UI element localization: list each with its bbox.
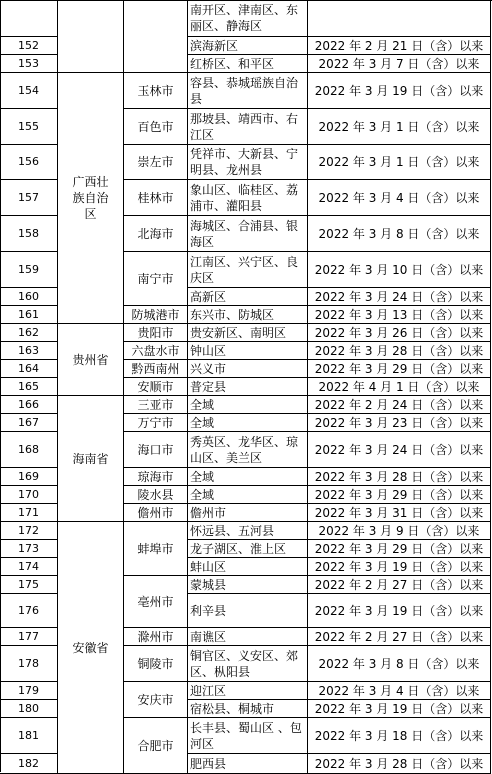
row-number-cell: [0, 558, 58, 576]
start-date-cell: [308, 145, 491, 180]
start-date-cell: [308, 718, 491, 754]
row-number-cell-text: 155: [18, 119, 39, 133]
start-date-cell: [308, 558, 491, 576]
city-cell-text: 琼海市: [137, 469, 174, 484]
district-cell-text: 容县、恭城瑶族自治县: [190, 75, 299, 106]
start-date-cell-text: 2022 年 3 月 1 日（含）以来: [318, 119, 480, 134]
district-cell: [188, 0, 308, 37]
city-cell-text: 亳州市: [137, 594, 174, 609]
district-cell-text: 钟山区: [190, 343, 227, 358]
row-number-cell: [0, 754, 58, 774]
start-date-cell-text: 2022 年 3 月 28 日（含）以来: [314, 756, 484, 771]
start-date-cell: [308, 37, 491, 55]
city-cell: [124, 378, 188, 396]
district-cell: [188, 396, 308, 414]
row-number-cell-text: 171: [18, 505, 39, 519]
city-cell-text: 三亚市: [137, 397, 174, 412]
start-date-cell-text: 2022 年 3 月 10 日（含）以来: [314, 262, 484, 277]
district-cell: [188, 522, 308, 540]
district-cell-text: 蚌山区: [190, 559, 227, 574]
row-number-cell-text: 167: [18, 415, 39, 429]
district-cell: [188, 73, 308, 109]
row-number-cell: [0, 576, 58, 594]
province-cell-text: 海南省: [72, 451, 109, 466]
start-date-cell: [308, 540, 491, 558]
city-cell: [124, 504, 188, 522]
start-date-cell-text: 2022 年 3 月 29 日（含）以来: [314, 541, 484, 556]
city-cell: [124, 180, 188, 216]
province-cell: [58, 324, 124, 396]
city-cell-text: 黔西南州: [131, 361, 180, 376]
start-date-cell: [308, 0, 491, 37]
city-cell: [124, 576, 188, 628]
row-number-cell-text: 174: [18, 559, 39, 573]
row-number-cell-text: 165: [18, 379, 39, 393]
city-cell-text: 贵阳市: [137, 325, 174, 340]
row-number-cell: [0, 504, 58, 522]
start-date-cell-text: 2022 年 3 月 7 日（含）以来: [318, 56, 480, 71]
row-number-cell-text: 152: [18, 38, 39, 52]
city-cell-text: 崇左市: [137, 155, 174, 169]
row-number-cell: [0, 306, 58, 324]
start-date-cell-text: 2022 年 3 月 13 日（含）以来: [314, 307, 484, 322]
district-cell-text: 迎江区: [190, 683, 227, 698]
row-number-cell-text: 182: [18, 756, 39, 770]
district-cell: [188, 306, 308, 324]
district-cell: [188, 700, 308, 718]
district-cell-text: 南谯区: [190, 629, 227, 644]
district-cell: [188, 576, 308, 594]
row-number-cell: [0, 718, 58, 754]
province-cell: [58, 396, 124, 522]
city-cell-text: 防城港市: [131, 307, 180, 322]
row-number-cell: [0, 540, 58, 558]
city-cell: [124, 324, 188, 342]
district-cell-text: 兴义市: [190, 361, 227, 376]
row-number-cell: [0, 646, 58, 682]
start-date-cell-text: 2022 年 3 月 19 日（含）以来: [314, 701, 484, 716]
city-cell-text: 玉林市: [137, 83, 174, 98]
start-date-cell-text: 2022 年 3 月 29 日（含）以来: [314, 361, 484, 376]
start-date-cell: [308, 378, 491, 396]
start-date-cell-text: 2022 年 3 月 29 日（含）以来: [314, 487, 484, 502]
city-cell-text: 铜陵市: [137, 656, 174, 671]
row-number-cell-text: 172: [18, 523, 39, 537]
district-cell: [188, 718, 308, 754]
city-cell: [124, 360, 188, 378]
province-cell: [58, 0, 124, 73]
start-date-cell: [308, 414, 491, 432]
district-cell: [188, 540, 308, 558]
start-date-cell-text: 2022 年 3 月 24 日（含）以来: [314, 289, 484, 304]
district-cell: [188, 628, 308, 646]
district-cell-text: 秀英区、龙华区、琼山区、美兰区: [190, 434, 299, 465]
city-cell: [124, 342, 188, 360]
district-cell-text: 龙子湖区、淮上区: [190, 541, 287, 556]
district-cell: [188, 55, 308, 73]
start-date-cell: [308, 754, 491, 774]
city-cell: [124, 109, 188, 145]
start-date-cell-text: 2022 年 3 月 8 日（含）以来: [318, 656, 480, 671]
start-date-cell-text: 2022 年 3 月 18 日（含）以来: [314, 728, 484, 743]
district-cell-text: 海城区、合浦县、银海区: [190, 218, 299, 249]
start-date-cell-text: 2022 年 3 月 23 日（含）以来: [314, 415, 484, 430]
city-cell: [124, 396, 188, 414]
row-number-cell-text: 162: [18, 325, 39, 339]
district-cell-text: 全域: [190, 469, 215, 484]
start-date-cell-text: 2022 年 3 月 4 日（含）以来: [318, 683, 480, 698]
city-cell: [124, 145, 188, 180]
row-number-cell: [0, 700, 58, 718]
row-number-cell: [0, 216, 58, 252]
start-date-cell-text: 2022 年 3 月 31 日（含）以来: [314, 505, 484, 520]
start-date-cell: [308, 109, 491, 145]
row-number-cell-text: 175: [18, 577, 39, 591]
start-date-cell-text: 2022 年 3 月 24 日（含）以来: [314, 442, 484, 457]
city-cell-text: 儋州市: [137, 505, 174, 520]
city-cell-text: 南宁市: [137, 271, 174, 286]
province-cell: [58, 73, 124, 324]
city-cell: [124, 0, 188, 73]
city-cell-text: 合肥市: [137, 738, 174, 753]
district-cell-text: 江南区、兴宁区、良庆区: [190, 254, 299, 285]
start-date-cell-text: 2022 年 3 月 19 日（含）以来: [314, 83, 484, 98]
district-cell: [188, 558, 308, 576]
row-number-cell: [0, 378, 58, 396]
row-number-cell-text: 178: [18, 656, 39, 670]
district-cell: [188, 646, 308, 682]
district-cell: [188, 109, 308, 145]
start-date-cell-text: 2022 年 3 月 9 日（含）以来: [318, 523, 480, 538]
row-number-cell-text: 159: [18, 262, 39, 276]
district-cell-text: 儋州市: [190, 505, 227, 520]
start-date-cell-text: 2022 年 3 月 28 日（含）以来: [314, 469, 484, 484]
district-cell-text: 贵安新区、南明区: [190, 325, 287, 340]
start-date-cell: [308, 432, 491, 468]
start-date-cell: [308, 396, 491, 414]
row-number-cell-text: 157: [18, 190, 39, 204]
city-cell-text: 滁州市: [137, 629, 174, 644]
city-cell: [124, 486, 188, 504]
row-number-cell: [0, 37, 58, 55]
start-date-cell-text: 2022 年 4 月 1 日（含）以来: [318, 379, 480, 394]
start-date-cell: [308, 594, 491, 628]
district-cell-text: 滨海新区: [190, 38, 239, 53]
row-number-cell: [0, 682, 58, 700]
district-cell-text: 全域: [190, 397, 215, 412]
start-date-cell-text: 2022 年 3 月 19 日（含）以来: [314, 559, 484, 574]
city-cell-text: 六盘水市: [131, 343, 180, 358]
start-date-cell: [308, 700, 491, 718]
district-cell: [188, 145, 308, 180]
city-cell-text: 桂林市: [137, 190, 174, 205]
city-cell: [124, 73, 188, 109]
row-number-cell: [0, 145, 58, 180]
row-number-cell: [0, 288, 58, 306]
city-cell-text: 百色市: [137, 119, 174, 134]
start-date-cell: [308, 504, 491, 522]
city-cell-text: 安庆市: [137, 692, 174, 707]
district-cell-text: 红桥区、和平区: [190, 56, 275, 71]
district-cell: [188, 378, 308, 396]
city-cell: [124, 468, 188, 486]
province-cell-text: 安徽省: [72, 640, 109, 655]
start-date-cell: [308, 486, 491, 504]
row-number-cell: [0, 180, 58, 216]
row-number-cell: [0, 468, 58, 486]
row-number-cell: [0, 324, 58, 342]
start-date-cell-text: 2022 年 3 月 19 日（含）以来: [314, 603, 484, 618]
district-cell-text: 宿松县、桐城市: [190, 701, 275, 716]
row-number-cell-text: 177: [18, 629, 39, 643]
city-cell-text: 海口市: [137, 442, 174, 457]
start-date-cell-text: 2022 年 2 月 24 日（含）以来: [314, 397, 484, 412]
start-date-cell-text: 2022 年 3 月 4 日（含）以来: [318, 190, 480, 205]
start-date-cell: [308, 628, 491, 646]
district-cell-text: 全域: [190, 487, 215, 502]
district-cell-text: 长丰县、蜀山区 、包河区: [190, 720, 302, 751]
row-number-cell-text: 179: [18, 683, 39, 697]
start-date-cell: [308, 342, 491, 360]
start-date-cell: [308, 360, 491, 378]
district-cell: [188, 288, 308, 306]
district-cell-text: 蒙城县: [190, 577, 227, 592]
table-border-left: [0, 0, 1, 772]
start-date-cell: [308, 468, 491, 486]
row-number-cell: [0, 594, 58, 628]
row-number-cell: [0, 360, 58, 378]
start-date-cell-text: 2022 年 3 月 28 日（含）以来: [314, 343, 484, 358]
district-cell: [188, 432, 308, 468]
city-cell: [124, 216, 188, 252]
start-date-cell: [308, 55, 491, 73]
district-cell: [188, 468, 308, 486]
start-date-cell: [308, 288, 491, 306]
district-cell-text: 全域: [190, 415, 215, 430]
city-cell: [124, 414, 188, 432]
row-number-cell-text: 161: [18, 307, 39, 321]
row-number-cell: [0, 73, 58, 109]
start-date-cell: [308, 252, 491, 288]
district-cell: [188, 682, 308, 700]
district-cell-text: 象山区、临桂区、荔浦市、灌阳县: [190, 182, 299, 213]
district-cell: [188, 754, 308, 774]
city-cell: [124, 646, 188, 682]
district-cell-text: 普定县: [190, 379, 227, 394]
row-number-cell: [0, 522, 58, 540]
row-number-cell-text: 169: [18, 469, 39, 483]
start-date-cell: [308, 646, 491, 682]
district-cell: [188, 360, 308, 378]
row-number-cell-text: 180: [18, 701, 39, 715]
district-cell-text: 东兴市、防城区: [190, 307, 275, 322]
start-date-cell: [308, 180, 491, 216]
city-cell-text: 蚌埠市: [137, 541, 174, 556]
row-number-cell-text: 173: [18, 541, 39, 555]
district-cell-text: 肥西县: [190, 756, 227, 771]
province-cell: [58, 522, 124, 774]
district-cell: [188, 342, 308, 360]
province-cell-text: 贵州省: [72, 352, 109, 367]
row-number-cell: [0, 396, 58, 414]
city-cell: [124, 628, 188, 646]
district-cell-text: 利辛县: [190, 603, 227, 618]
row-number-cell-text: 181: [18, 728, 39, 742]
row-number-cell-text: 176: [18, 603, 39, 617]
city-cell: [124, 522, 188, 576]
district-cell: [188, 180, 308, 216]
city-cell: [124, 306, 188, 324]
district-cell-text: 那坡县、靖西市、右江区: [190, 111, 299, 142]
row-number-cell: [0, 486, 58, 504]
district-cell: [188, 594, 308, 628]
city-cell: [124, 718, 188, 774]
district-cell: [188, 37, 308, 55]
city-cell-text: 万宁市: [137, 415, 174, 430]
district-cell-text: 铜官区、义安区、郊区、枞阳县: [190, 648, 299, 679]
start-date-cell-text: 2022 年 2 月 21 日（含）以来: [314, 38, 484, 53]
start-date-cell: [308, 682, 491, 700]
district-cell-text: 高新区: [190, 289, 227, 304]
row-number-cell: [0, 55, 58, 73]
district-cell: [188, 414, 308, 432]
start-date-cell-text: 2022 年 3 月 26 日（含）以来: [314, 325, 484, 340]
district-cell: [188, 504, 308, 522]
start-date-cell: [308, 522, 491, 540]
city-cell-text: 陵水县: [137, 487, 174, 502]
start-date-cell: [308, 576, 491, 594]
row-number-cell-text: 168: [18, 442, 39, 456]
row-number-cell: [0, 252, 58, 288]
start-date-cell-text: 2022 年 3 月 8 日（含）以来: [318, 226, 480, 241]
city-cell-text: 北海市: [137, 226, 174, 241]
start-date-cell: [308, 73, 491, 109]
row-number-cell-text: 163: [18, 343, 39, 357]
city-cell-text: 安顺市: [137, 379, 174, 394]
row-number-cell: [0, 628, 58, 646]
row-number-cell-text: 166: [18, 397, 39, 411]
start-date-cell: [308, 216, 491, 252]
district-cell: [188, 252, 308, 288]
city-cell: [124, 252, 188, 306]
start-date-cell: [308, 324, 491, 342]
start-date-cell-text: 2022 年 3 月 1 日（含）以来: [318, 155, 480, 169]
district-cell-text: 南开区、津南区、东丽区、静海区: [190, 3, 299, 33]
row-number-cell-text: 158: [18, 226, 39, 240]
row-number-cell-text: 164: [18, 361, 39, 375]
row-number-cell: [0, 109, 58, 145]
district-cell-text: 怀远县、五河县: [190, 523, 275, 538]
city-cell: [124, 432, 188, 468]
table-border-top: [0, 0, 492, 1]
start-date-cell: [308, 306, 491, 324]
row-number-cell: [0, 342, 58, 360]
row-number-cell: [0, 432, 58, 468]
district-cell: [188, 324, 308, 342]
row-number-cell-text: 153: [18, 56, 39, 70]
row-number-cell-text: 154: [18, 83, 39, 97]
row-number-cell: [0, 0, 58, 37]
district-cell: [188, 486, 308, 504]
start-date-cell-text: 2022 年 2 月 27 日（含）以来: [314, 577, 484, 592]
district-cell: [188, 216, 308, 252]
city-cell: [124, 682, 188, 718]
row-number-cell: [0, 414, 58, 432]
row-number-cell-text: 156: [18, 155, 39, 168]
province-cell-text: 广西壮族自治区: [72, 175, 109, 221]
start-date-cell-text: 2022 年 2 月 27 日（含）以来: [314, 629, 484, 644]
row-number-cell-text: 160: [18, 289, 39, 303]
district-cell-text: 凭祥市、大新县、宁明县、龙州县: [190, 147, 299, 177]
row-number-cell-text: 170: [18, 487, 39, 501]
